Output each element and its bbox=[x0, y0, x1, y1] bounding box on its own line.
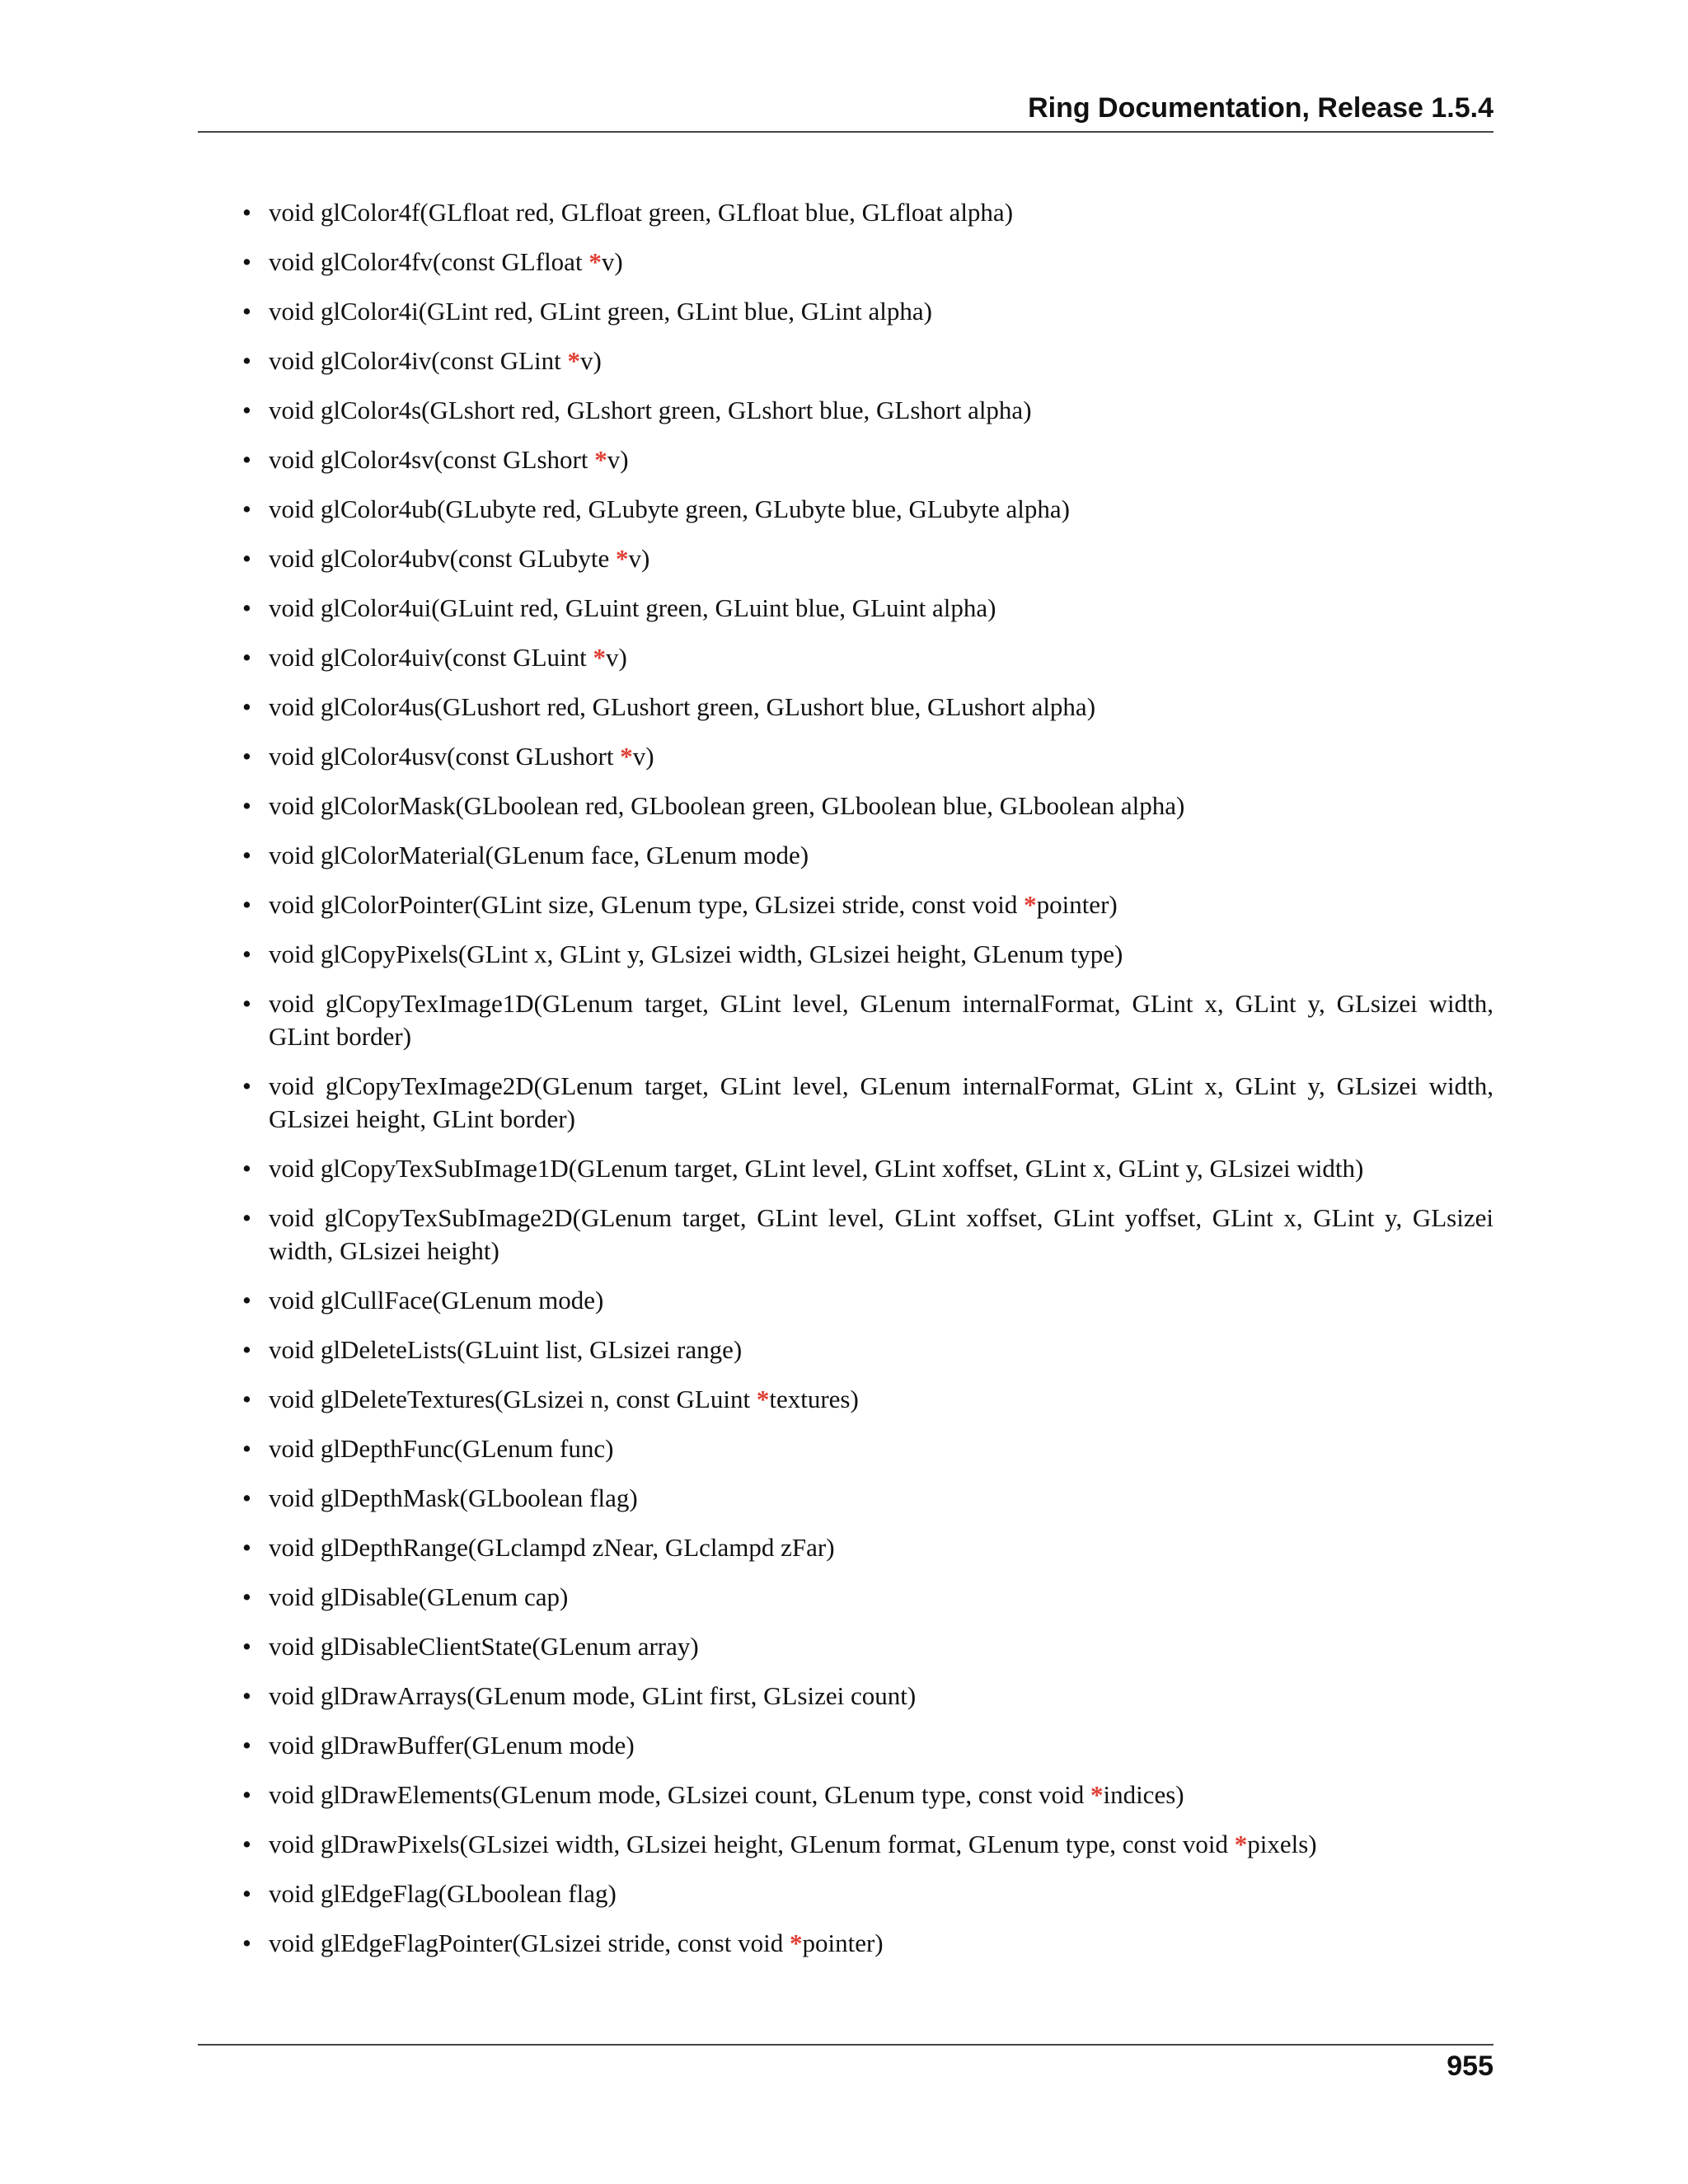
list-item bbox=[242, 246, 1493, 279]
list-item bbox=[242, 1333, 1493, 1366]
function-signature-tail: indices) bbox=[1103, 1780, 1184, 1809]
list-item bbox=[242, 938, 1493, 971]
function-signature: void glColor4iv(const GLint bbox=[269, 346, 568, 375]
list-item bbox=[242, 987, 1493, 1053]
pointer-asterisk: * bbox=[1090, 1780, 1104, 1809]
list-item bbox=[242, 1152, 1493, 1185]
list-item bbox=[242, 1927, 1493, 1960]
function-signature: void glDisableClientState(GLenum array) bbox=[269, 1632, 699, 1661]
function-signature: void glDepthFunc(GLenum func) bbox=[269, 1434, 614, 1463]
pointer-asterisk: * bbox=[620, 742, 633, 771]
list-item bbox=[242, 1779, 1493, 1811]
header-rule bbox=[198, 131, 1493, 133]
list-item bbox=[242, 493, 1493, 526]
list-item bbox=[242, 1432, 1493, 1465]
pointer-asterisk: * bbox=[789, 1929, 803, 1957]
pointer-asterisk: * bbox=[756, 1385, 770, 1413]
function-signature: void glDrawElements(GLenum mode, GLsizei count, GLenum type, const void bbox=[269, 1780, 1090, 1809]
function-signature: void glColor4s(GLshort red, GLshort green, GLshort blue, GLshort alpha) bbox=[269, 396, 1032, 424]
function-signature: void glEdgeFlag(GLboolean flag) bbox=[269, 1879, 617, 1908]
list-item bbox=[242, 888, 1493, 921]
list-item bbox=[242, 1482, 1493, 1515]
pointer-asterisk: * bbox=[1024, 890, 1037, 919]
pointer-asterisk: * bbox=[1234, 1830, 1248, 1858]
function-signature: void glColorMaterial(GLenum face, GLenum mode) bbox=[269, 841, 809, 869]
function-signature: void glColor4fv(const GLfloat bbox=[269, 247, 589, 276]
function-signature: void glDisable(GLenum cap) bbox=[269, 1582, 569, 1611]
list-item bbox=[242, 542, 1493, 575]
function-signature: void glCopyTexSubImage1D(GLenum target, GLint level, GLint xoffset, GLint x, GLint y, GLsizei width) bbox=[269, 1154, 1364, 1183]
list-item bbox=[242, 1202, 1493, 1268]
function-signature-tail: v) bbox=[607, 445, 629, 474]
function-signature: void glColor4usv(const GLushort bbox=[269, 742, 621, 771]
list-item bbox=[242, 295, 1493, 328]
function-signature: void glEdgeFlagPointer(GLsizei stride, const void bbox=[269, 1929, 790, 1957]
function-signature: void glDrawBuffer(GLenum mode) bbox=[269, 1731, 635, 1760]
list-item bbox=[242, 1680, 1493, 1713]
function-signature: void glCopyTexSubImage2D(GLenum target, GLint level, GLint xoffset, GLint yoffset, GLint x, GLint y, GLsizei width, GLsizei height) bbox=[269, 1203, 1493, 1265]
pointer-asterisk: * bbox=[567, 346, 581, 375]
function-signature: void glColor4uiv(const GLuint bbox=[269, 643, 593, 672]
list-item bbox=[242, 1877, 1493, 1910]
function-signature-tail: v) bbox=[601, 247, 623, 276]
list-item bbox=[242, 1828, 1493, 1861]
function-signature-tail: v) bbox=[580, 346, 602, 375]
pointer-asterisk: * bbox=[588, 247, 602, 276]
function-signature: void glCopyTexImage1D(GLenum target, GLint level, GLenum internalFormat, GLint x, GLint y, GLsizei width, GLint border) bbox=[269, 989, 1493, 1051]
function-signature: void glColorMask(GLboolean red, GLboolean green, GLboolean blue, GLboolean alpha) bbox=[269, 791, 1185, 820]
function-signature: void glColorPointer(GLint size, GLenum type, GLsizei stride, const void bbox=[269, 890, 1025, 919]
function-signature-tail: pointer) bbox=[1036, 890, 1118, 919]
list-item bbox=[242, 196, 1493, 229]
running-header: Ring Documentation, Release 1.5.4 bbox=[1028, 92, 1493, 124]
function-signature: void glColor4ub(GLubyte red, GLubyte green, GLubyte blue, GLubyte alpha) bbox=[269, 494, 1070, 523]
list-item bbox=[242, 790, 1493, 823]
list-item bbox=[242, 1630, 1493, 1663]
function-signature: void glDeleteTextures(GLsizei n, const GLuint bbox=[269, 1385, 757, 1413]
function-signature: void glColor4ubv(const GLubyte bbox=[269, 544, 617, 573]
function-signature-tail: textures) bbox=[769, 1385, 859, 1413]
list-item bbox=[242, 592, 1493, 625]
list-item bbox=[242, 1581, 1493, 1614]
pointer-asterisk: * bbox=[594, 445, 607, 474]
function-signature-tail: pixels) bbox=[1247, 1830, 1317, 1858]
list-item bbox=[242, 394, 1493, 427]
function-signature: void glColor4ui(GLuint red, GLuint green, GLuint blue, GLuint alpha) bbox=[269, 593, 996, 622]
function-signature-tail: v) bbox=[606, 643, 627, 672]
function-signature: void glColor4i(GLint red, GLint green, GLint blue, GLint alpha) bbox=[269, 297, 932, 326]
function-signature: void glDepthRange(GLclampd zNear, GLclampd zFar) bbox=[269, 1533, 835, 1562]
list-item bbox=[242, 691, 1493, 724]
list-item bbox=[242, 839, 1493, 872]
function-signature: void glDeleteLists(GLuint list, GLsizei range) bbox=[269, 1335, 743, 1364]
function-signature: void glCopyTexImage2D(GLenum target, GLint level, GLenum internalFormat, GLint x, GLint y, GLsizei width, GLsizei height, GLint border) bbox=[269, 1071, 1493, 1133]
function-signature: void glColor4sv(const GLshort bbox=[269, 445, 595, 474]
list-item bbox=[242, 740, 1493, 773]
list-item bbox=[242, 1070, 1493, 1136]
function-signature: void glColor4f(GLfloat red, GLfloat green, GLfloat blue, GLfloat alpha) bbox=[269, 198, 1014, 227]
function-signature-tail: v) bbox=[628, 544, 650, 573]
list-item bbox=[242, 443, 1493, 476]
function-signature: void glDepthMask(GLboolean flag) bbox=[269, 1483, 638, 1512]
footer-rule bbox=[198, 2044, 1493, 2046]
function-signature: void glCopyPixels(GLint x, GLint y, GLsizei width, GLsizei height, GLenum type) bbox=[269, 940, 1123, 968]
function-list bbox=[242, 196, 1493, 1976]
list-item bbox=[242, 1383, 1493, 1416]
page-number: 955 bbox=[1447, 2050, 1493, 2082]
list-item bbox=[242, 1531, 1493, 1564]
list-item bbox=[242, 1729, 1493, 1762]
function-signature-tail: pointer) bbox=[802, 1929, 884, 1957]
list-item bbox=[242, 1284, 1493, 1317]
list-item bbox=[242, 344, 1493, 377]
function-signature: void glCullFace(GLenum mode) bbox=[269, 1286, 604, 1315]
function-signature: void glDrawArrays(GLenum mode, GLint first, GLsizei count) bbox=[269, 1681, 917, 1710]
function-signature-tail: v) bbox=[632, 742, 654, 771]
pointer-asterisk: * bbox=[593, 643, 607, 672]
pointer-asterisk: * bbox=[616, 544, 629, 573]
function-signature: void glDrawPixels(GLsizei width, GLsizei height, GLenum format, GLenum type, const void bbox=[269, 1830, 1235, 1858]
list-item bbox=[242, 641, 1493, 674]
function-signature: void glColor4us(GLushort red, GLushort green, GLushort blue, GLushort alpha) bbox=[269, 692, 1096, 721]
